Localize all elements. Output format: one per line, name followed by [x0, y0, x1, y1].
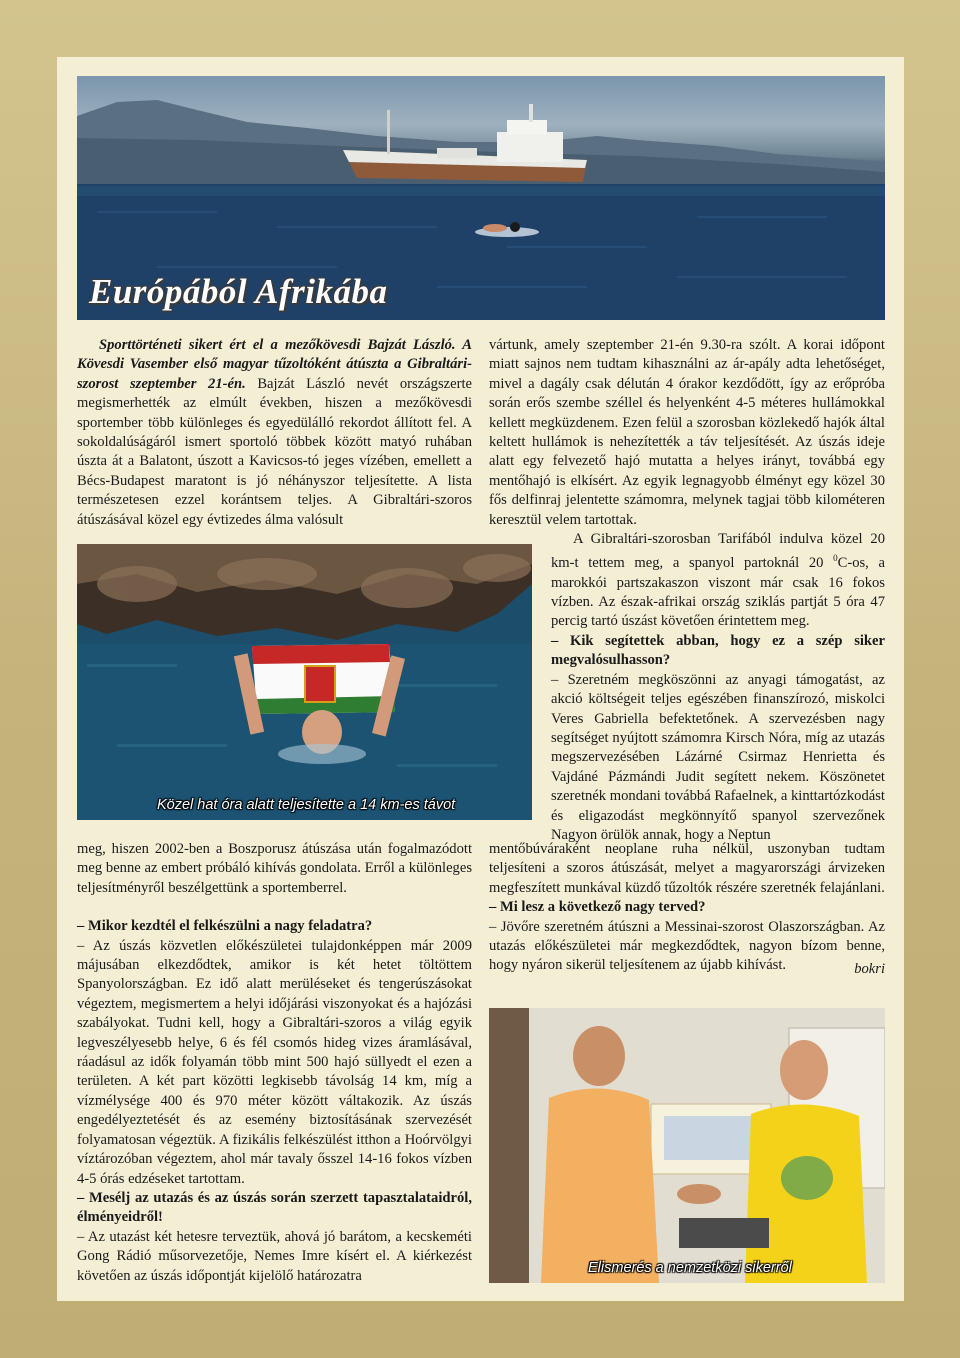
- author-signature: bokri: [854, 961, 885, 978]
- answer-3-part-a: – Szeretném megköszönni az anyagi támogatást, az akció költségeit teljes egészében finanszírozó, miskolci Veres Gabriella befektetőnek. A szervezésben nagy segítséget nyújtott számomra Kirsch Nóra, míg az utazás megszervezésében Lázárné Csirmaz Henrietta és Vajdáné Pázmándi Judit segített nekem. Köszönetet szeretnék mondani továbbá Rafaelnek, a kinttartózkodást és eligazodást megkönnyítő spanyol szervezőnek Nagyon örülök annak, hogy a Neptun: [551, 671, 885, 843]
- award-photo: [489, 1008, 885, 1283]
- answer-2-part-c: [551, 530, 885, 632]
- intro-text: Bajzát László nevét országszerte megismerhették az elmúlt években, hiszen a mezőkövesdi sportember több különleges és egyedülálló rekordot állított fel. A sokoldalúságáról ismert sportoló többek között matyó ruhában úszta át a Balatont, úszott a Kavicsos-tó jeges vízében, emellett a Bécs-Budapest maratont is jó néhányszor teljesítette. A lista természetesen ezzel korántsem teljes. A Gibraltári-szoros átúszásával közel egy évtizedes álma valósult: [77, 375, 472, 528]
- question-3: – Kik segítettek abban, hogy ez a szép siker megvalósulhasson?: [551, 632, 885, 669]
- answer-2-text: A Gibraltári-szorosban Tarifából indulva közel 20 km-t tettem meg, a spanyol partoknál 20: [551, 531, 885, 572]
- question-1: – Mikor kezdtél el felkészülni a nagy feladatra?: [77, 918, 373, 935]
- answer-4-text: – Jövőre szeretném átúszni a Messinai-szorost Olaszországban. Az utazás előkészületei már megkezdődtek, nagyon bízom benne, hogy nyáron sikerül teljesítenem az újabb kihívást.: [489, 918, 885, 974]
- hero-photo: [77, 76, 885, 320]
- award-handshake-illustration: [489, 1008, 885, 1283]
- answer-2-text-end: C-os, a marokkói partszakaszon viszont már csak 16 fokos vízben. Az észak-afrikai ország sziklás partját 5 óra 47 percig tartó úszást követően érintettem meg.: [551, 555, 885, 630]
- answer-4: [489, 918, 885, 976]
- award-photo-caption: Elismerés a nemzetközi sikerről: [588, 1260, 792, 1276]
- column-right-bottom: [489, 840, 885, 980]
- swimmer-photo: [77, 544, 532, 820]
- lead-text: Sporttörténeti sikert ért el a mezőkövesdi Bajzát László. A Kövesdi Vasember első magyar tűzoltóként átúszta a Gibraltári-szorost szeptember 21-én.: [77, 337, 472, 392]
- answer-2-part-b: vártunk, amely szeptember 21-én 9.30-ra szólt. A korai időpont miatt sajnos nem tudtam kihasználni az ár-apály adta lehetőséget, mivel a dagály csak délután 4 órakor kezdődött, így az erőpróba során erős szembe széllel és helyenként 4-5 méteres hullámokkal kellett megküzdenem. Ezen felül a szorosban közlekedő hajók által keltett hullámok is nehezítették a táv teljesítését. Az úszás ideje alatt egy felvezető hajó mutatta a helyes irányt, továbbá egy mentőhajó is elkísért. Az egyik legnagyobb élményt egy közel 30 fős delfinraj jelentette számomra, melynek tagjai több kilométeren keresztül velem tartottak.: [489, 337, 885, 528]
- column-right-indented: [551, 530, 885, 845]
- question-4: – Mi lesz a következő nagy terved?: [489, 899, 706, 916]
- swimmer-photo-caption: Közel hat óra alatt teljesítette a 14 km-es távot: [157, 797, 456, 813]
- column-left-top: [77, 336, 472, 530]
- article-title: Európából Afrikába: [89, 272, 388, 311]
- spacer: [77, 898, 472, 917]
- answer-3-part-b: mentőbúváraként neoplane ruha nélkül, uszonyban tudtam teljesíteni a szoros átúszását, melyet a magyarországi árvizeken megfeszített munkával küzdő tűzoltók részére szeretnék felajánlani.: [489, 841, 885, 896]
- column-right-top: [489, 336, 885, 530]
- lead-paragraph: [77, 336, 472, 530]
- question-2: – Mesélj az utazás és az úszás során szerzett tapasztalataidról, élményeidről!: [77, 1189, 472, 1226]
- intro-continued: meg, hiszen 2002-ben a Boszporusz átúszása után fogalmazódott meg benne az embert próbáló kihívás gondolata. Erről a különleges teljesítményről beszélgettünk a sportemberrel.: [77, 841, 472, 896]
- degree-superscript: 0: [833, 553, 838, 564]
- swimmer-flag-illustration: [77, 544, 532, 820]
- answer-2-part-a: – Az utazást két hetesre terveztük, ahová jó barátom, a kecskeméti Gong Rádió műsorvezetője, Nemes Imre kísért el. A kiérkezést követően az úszás időpontját kijelölő határozatra: [77, 1228, 472, 1284]
- column-left-bottom: [77, 840, 472, 1286]
- answer-1: – Az úszás közvetlen előkészületei tulajdonképpen már 2009 májusában elkezdődtek, amikor is két hetet töltöttem Spanyolországban. Ez idő alatt merüléseket és tengerúszásokat végeztem, megismertem a helyi időjárási viszonyokat és a hajózási szabályokat. Tudni kell, hogy a Gibraltári-szoros a világ egyik legveszélyesebb helye, 6 és fél csomós hideg vizes áramlásával, ráadásul az idők folyamán több mint 500 hajó süllyedt el ezen a területen. A két part közötti legkisebb távolság 14 km, míg a vízmélysége 400 és 970 méter között váltakozik. Az úszás engedélyeztetését és az esemény biztosításának szervezését folyamatosan végeztük. A fizikális felkészülést itthon a Hoórvölgyi víztározóban végeztem, ahol már tavaly ősszel 14-16 fokos vízben 4-5 órás edzéseket tartottam.: [77, 937, 472, 1187]
